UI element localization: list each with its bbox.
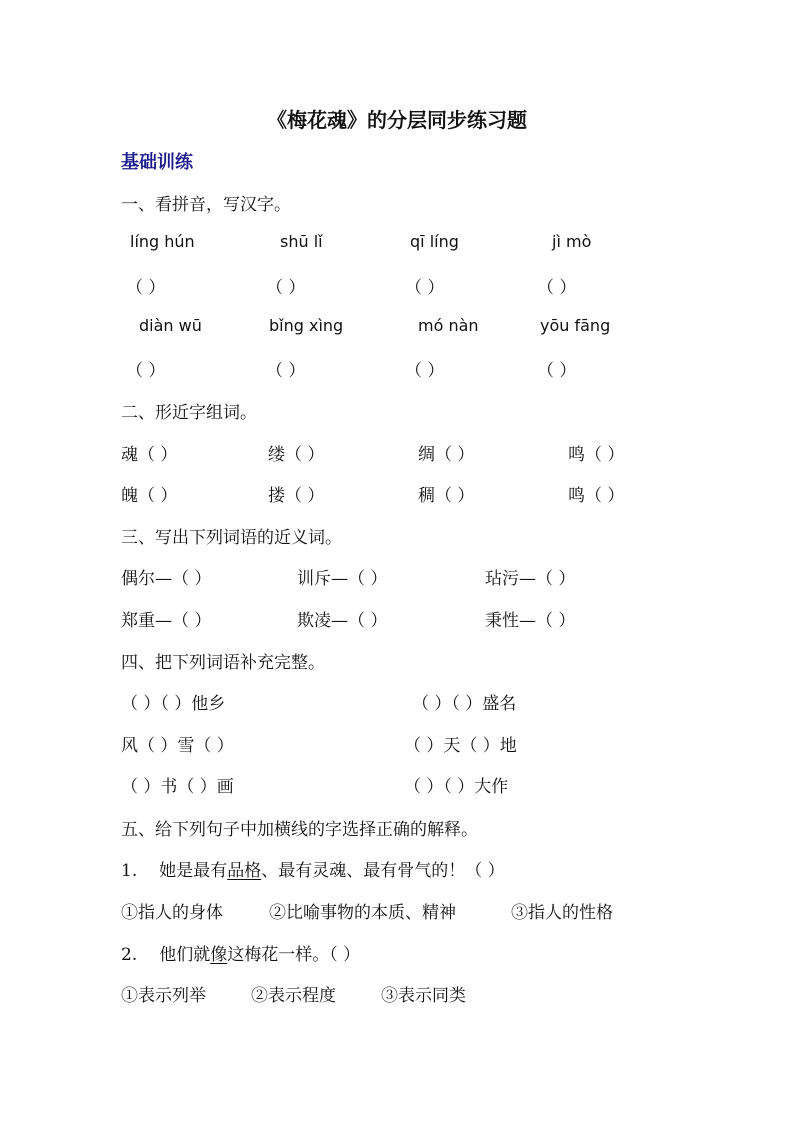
answer-blank[interactable]: （ ） xyxy=(266,361,306,381)
sentence-2 xyxy=(121,940,360,965)
q4-heading: 四、把下列词语补充完整。 xyxy=(121,653,325,673)
option-1[interactable]: ①指人的身体 xyxy=(121,903,223,923)
idiom-item[interactable]: （ ）天（ ）地 xyxy=(404,736,517,756)
underlined-word: 品格 xyxy=(227,861,262,881)
word-item[interactable]: 绸（ ） xyxy=(418,445,475,465)
sentence-text[interactable]: 这梅花一样。（ ） xyxy=(227,945,361,965)
word-item[interactable]: 搂（ ） xyxy=(268,486,325,506)
answer-blank[interactable]: （ ） xyxy=(126,278,166,298)
pinyin-6: bǐng xìng xyxy=(269,316,344,335)
word-item[interactable]: 缕（ ） xyxy=(268,445,325,465)
synonym-item[interactable]: 秉性—（ ） xyxy=(485,611,576,631)
sentence-text[interactable]: 、最有灵魂、最有骨气的！（ ） xyxy=(261,861,505,881)
option-3[interactable]: ③表示同类 xyxy=(381,986,466,1006)
underlined-word: 像 xyxy=(210,945,228,965)
answer-blank[interactable]: （ ） xyxy=(537,278,577,298)
sentence-number: 1. xyxy=(121,861,138,881)
synonym-item[interactable]: 欺凌—（ ） xyxy=(297,611,388,631)
answer-blank[interactable]: （ ） xyxy=(266,278,306,298)
pinyin-4: jì mò xyxy=(552,232,592,251)
pinyin-8: yōu fāng xyxy=(540,316,611,335)
idiom-item[interactable]: （ ）（ ）盛名 xyxy=(412,694,517,714)
word-item[interactable]: 魄（ ） xyxy=(121,486,178,506)
word-item[interactable]: 鸣（ ） xyxy=(568,445,625,465)
idiom-item[interactable]: 风（ ）雪（ ） xyxy=(121,736,234,756)
answer-blank[interactable]: （ ） xyxy=(405,361,445,381)
pinyin-5: diàn wū xyxy=(139,316,202,335)
sentence-number: 2. xyxy=(121,945,138,965)
word-item[interactable]: 稠（ ） xyxy=(418,486,475,506)
option-2[interactable]: ②表示程度 xyxy=(251,986,336,1006)
synonym-item[interactable]: 训斥—（ ） xyxy=(297,569,388,589)
page-title: 《梅花魂》的分层同步练习题 xyxy=(267,108,527,132)
sentence-text: 她是最有 xyxy=(159,861,228,881)
pinyin-1: líng hún xyxy=(130,232,195,251)
q5-heading: 五、给下列句子中加横线的字选择正确的解释。 xyxy=(121,820,478,840)
pinyin-7: mó nàn xyxy=(418,316,479,335)
synonym-item[interactable]: 偶尔—（ ） xyxy=(121,569,212,589)
section-heading: 基础训练 xyxy=(121,152,193,173)
answer-blank[interactable]: （ ） xyxy=(405,278,445,298)
option-1[interactable]: ①表示列举 xyxy=(121,986,206,1006)
word-item[interactable]: 鸣（ ） xyxy=(568,486,625,506)
q2-heading: 二、形近字组词。 xyxy=(121,403,257,423)
pinyin-2: shū lǐ xyxy=(280,232,323,251)
idiom-item[interactable]: （ ）（ ）他乡 xyxy=(121,694,226,714)
q3-heading: 三、写出下列词语的近义词。 xyxy=(121,528,342,548)
synonym-item[interactable]: 玷污—（ ） xyxy=(485,569,576,589)
sentence-text: 他们就 xyxy=(159,945,211,965)
idiom-item[interactable]: （ ）书（ ）画 xyxy=(121,777,234,797)
answer-blank[interactable]: （ ） xyxy=(126,361,166,381)
idiom-item[interactable]: （ ）（ ）大作 xyxy=(404,777,509,797)
q1-heading: 一、看拼音，写汉字。 xyxy=(121,195,291,215)
option-3[interactable]: ③指人的性格 xyxy=(511,903,613,923)
sentence-1 xyxy=(121,856,505,881)
pinyin-3: qī líng xyxy=(410,232,459,251)
answer-blank[interactable]: （ ） xyxy=(537,361,577,381)
word-item[interactable]: 魂（ ） xyxy=(121,445,178,465)
synonym-item[interactable]: 郑重—（ ） xyxy=(121,611,212,631)
option-2[interactable]: ②比喻事物的本质、精神 xyxy=(269,903,456,923)
